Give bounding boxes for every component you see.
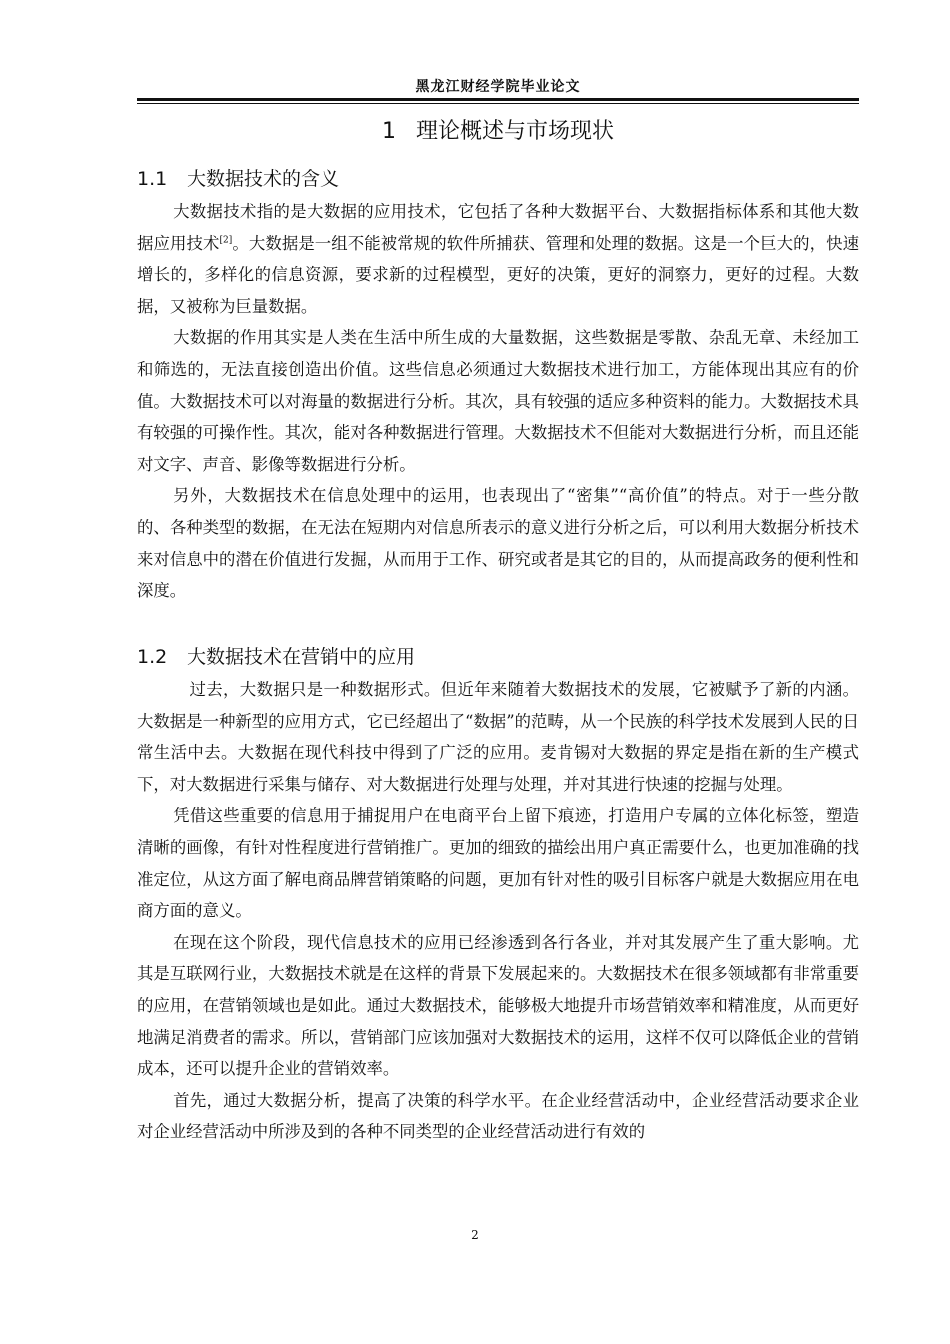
header-rule-thick: [137, 98, 859, 101]
section-number: 1.1: [137, 168, 168, 190]
paragraph: 首先，通过大数据分析，提高了决策的科学水平。在企业经营活动中，企业经营活动要求企业对企业经营活动中所涉及到的各种不同类型的企业经营活动进行有效的: [137, 1090, 859, 1142]
paragraph: 大数据的作用其实是人类在生活中所生成的大量数据，这些数据是零散、杂乱无章、未经加工和筛选的，无法直接创造出价值。这些信息必须通过大数据技术进行加工，方能体现出其应有的价值。大数据技术可以对海量的数据进行分析。其次，具有较强的适应多种资料的能力。大数据技术具有较强的可操作性。其次，能对各种数据进行管理。大数据技术不但能对大数据进行分析，而且还能对文字、声音、影像等数据进行分析。: [137, 328, 859, 474]
paragraph: 过去，大数据只是一种数据形式。但近年来随着大数据技术的发展，它被赋予了新的内涵。大数据是一种新型的应用方式，它已经超出了“数据”的范畴，从一个民族的科学技术发展到人民的日常生活中去。大数据在现代科技中得到了广泛的应用。麦肯锡对大数据的界定是指在新的生产模式下，对大数据进行采集与储存、对大数据进行处理与处理，并对其进行快速的挖掘与处理。: [137, 680, 859, 794]
section-body-1-1: [137, 196, 859, 607]
paragraph: 凭借这些重要的信息用于捕捉用户在电商平台上留下痕迹，打造用户专属的立体化标签，塑造清晰的画像，有针对性程度进行营销推广。更加的细致的描绘出用户真正需要什么，也更加准确的找准定位，从这方面了解电商品牌营销策略的问题，更加有针对性的吸引目标客户就是大数据应用在电商方面的意义。: [137, 806, 859, 921]
section-body-1-2: [137, 674, 859, 1148]
paragraph: [137, 196, 859, 322]
section-title: 大数据技术在营销中的应用: [187, 646, 416, 668]
chapter-heading: [137, 114, 859, 145]
section-heading-1-2: [137, 642, 415, 672]
chapter-number: 1: [381, 119, 396, 144]
page-number: 2: [471, 1228, 479, 1242]
section-heading-1-1: [137, 164, 339, 194]
paragraph: 另外，大数据技术在信息处理中的运用，也表现出了“密集”“高价值”的特点。对于一些分散的、各种类型的数据，在无法在短期内对信息所表示的意义进行分析之后，可以利用大数据分析技术来对信息中的潜在价值进行发掘，从而用于工作、研究或者是其它的目的，从而提高政务的便利性和深度。: [137, 486, 859, 601]
citation-ref: [2]: [219, 235, 233, 246]
header-rule-thin: [137, 103, 859, 104]
section-number: 1.2: [137, 646, 168, 668]
chapter-title: 理论概述与市场现状: [415, 119, 614, 144]
paragraph-text: 。大数据是一组不能被常规的软件所捕获、管理和处理的数据。这是一个巨大的，快速增长的，多样化的信息资源，要求新的过程模型，更好的决策，更好的洞察力，更好的过程。大数据，又被称为巨量数据。: [137, 233, 860, 316]
paragraph: 在现在这个阶段，现代信息技术的应用已经渗透到各行各业，并对其发展产生了重大影响。尤其是互联网行业，大数据技术就是在这样的背景下发展起来的。大数据技术在很多领域都有非常重要的应用，在营销领域也是如此。通过大数据技术，能够极大地提升市场营销效率和精准度，从而更好地满足消费者的需求。所以，营销部门应该加强对大数据技术的运用，这样不仅可以降低企业的营销成本，还可以提升企业的营销效率。: [137, 932, 859, 1079]
section-title: 大数据技术的含义: [187, 168, 340, 190]
paragraph-text: 大数据技术指的是大数据的应用技术，它包括了各种大数据平台、大数据指标体系和其他大数据应用技术: [137, 202, 859, 253]
running-header: 黑龙江财经学院毕业论文: [415, 79, 581, 95]
